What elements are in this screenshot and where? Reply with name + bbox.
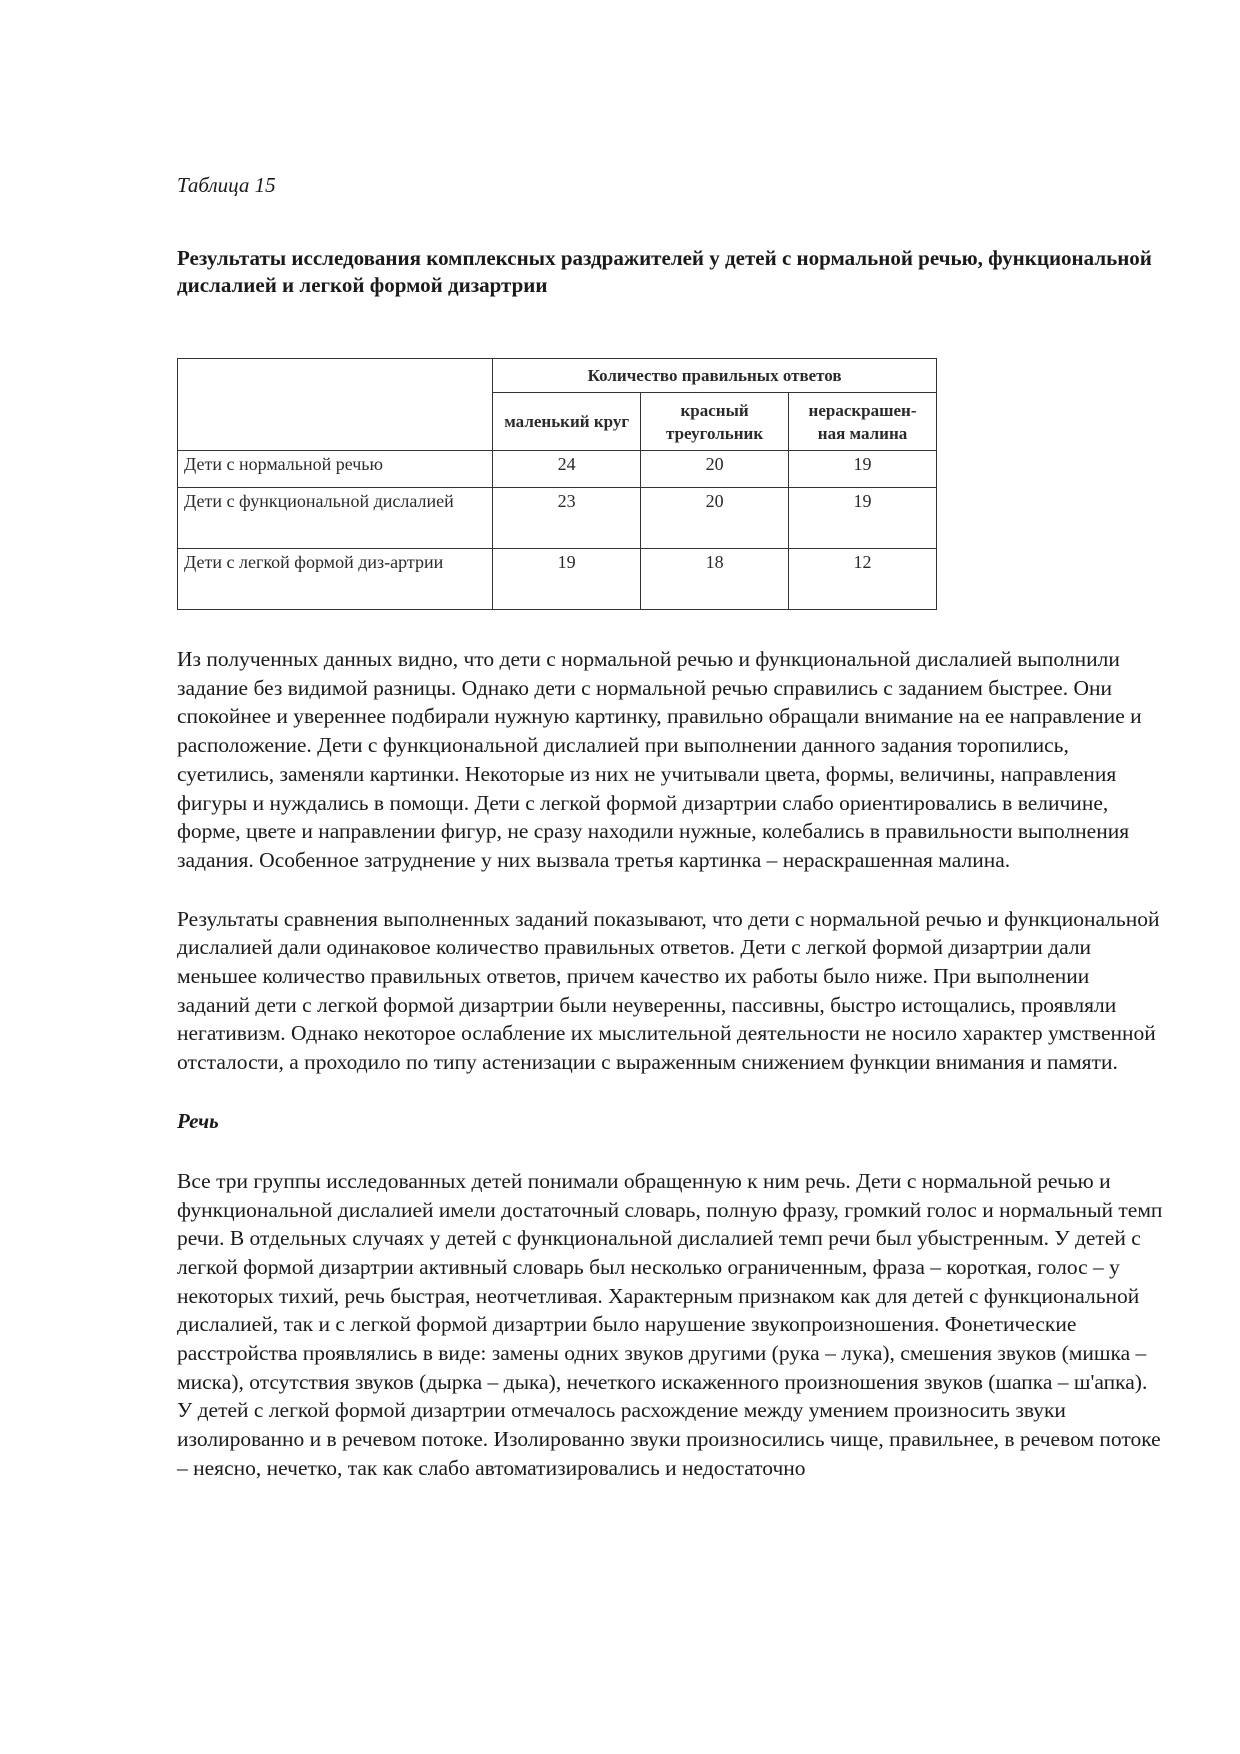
table-corner-cell [178, 359, 493, 451]
table-title: Результаты исследования комплексных раздражителей у детей с нормальной речью, функциональной дислалией и легкой формой дизартрии [177, 246, 1152, 297]
column-header-red-triangle: красный треугольник [641, 393, 789, 451]
body-paragraph-2: Результаты сравнения выполненных заданий показывают, что дети с нормальной речью и функциональной дислалией дали одинаковое количество правильных ответов. Дети с легкой формой дизартрии дали меньшее количество правильных ответов, причем качество их работы было ниже. При выполнении заданий дети с легкой формой дизартрии были неуверенны, пассивны, быстро истощались, проявляли негативизм. Однако некоторое ослабление их мыслительной деятельности не носило характер умственной отсталости, а проходило по типу астенизации с выраженным снижением функции внимания и памяти. [177, 906, 1160, 1075]
row-label: Дети с легкой формой диз-артрии [178, 549, 493, 610]
table-cell: 19 [493, 549, 641, 610]
body-paragraph-speech: Все три группы исследованных детей понимали обращенную к ним речь. Дети с нормальной речью и функциональной дислалией имели достаточный словарь, полную фразу, громкий голос и нормальный темп речи. В отдельных случаях у детей с функциональной дислалией темп речи был убыстренным. У детей с легкой формой дизартрии активный словарь был несколько ограниченным, фраза – короткая, голос – у некоторых тихий, речь быстрая, неотчетливая. Характерным признаком как для детей с функциональной дислалией, так и с легкой формой дизартрии было нарушение звукопроизношения. Фонетические расстройства проявлялись в виде: замены одних звуков другими (рука – лука), смешения звуков (мишка – миска), отсутствия звуков (дырка – дыка), нечеткого искаженного произношения звуков (шапка – ш'апка). У детей с легкой формой дизартрии отмечалось расхождение между умением произносить звуки изолированно и в речевом потоке. Изолированно звуки произносились чище, правильнее, в речевом потоке – неясно, нечетко, так как слабо автоматизировались и недостаточно [177, 1168, 1163, 1480]
table-row [178, 451, 937, 488]
row-label: Дети с функциональной дислалией [178, 488, 493, 549]
table-header-row [178, 359, 937, 393]
results-table [177, 358, 937, 610]
table-label: Таблица 15 [177, 173, 276, 197]
table-cell: 19 [789, 451, 937, 488]
table-group-header: Количество правильных ответов [493, 359, 937, 393]
table-cell: 23 [493, 488, 641, 549]
table-cell: 20 [641, 488, 789, 549]
row-label: Дети с нормальной речью [178, 451, 493, 488]
table-row [178, 488, 937, 549]
table-row [178, 549, 937, 610]
table-cell: 12 [789, 549, 937, 610]
table-cell: 24 [493, 451, 641, 488]
body-paragraph-1: Из полученных данных видно, что дети с нормальной речью и функциональной дислалией выполнили задание без видимой разницы. Однако дети с нормальной речью справились с заданием быстрее. Они спокойнее и увереннее подбирали нужную картинку, правильно обращали внимание на ее направление и расположение. Дети с функциональной дислалией при выполнении данного задания торопились, суетились, заменяли картинки. Некоторые из них не учитывали цвета, формы, величины, направления фигуры и нуждались в помощи. Дети с легкой формой дизартрии слабо ориентировались в величине, форме, цвете и направлении фигур, не сразу находили нужные, колебались в правильности выполнения задания. Особенное затруднение у них вызвала третья картинка – нераскрашенная малина. [177, 647, 1142, 872]
section-heading-speech: Речь [177, 1108, 219, 1133]
table-cell: 20 [641, 451, 789, 488]
table-cell: 18 [641, 549, 789, 610]
column-header-unpainted-raspberry: нераскрашен-ная малина [789, 393, 937, 451]
table-cell: 19 [789, 488, 937, 549]
document-page [177, 172, 1167, 1483]
column-header-small-circle: маленький круг [493, 393, 641, 451]
